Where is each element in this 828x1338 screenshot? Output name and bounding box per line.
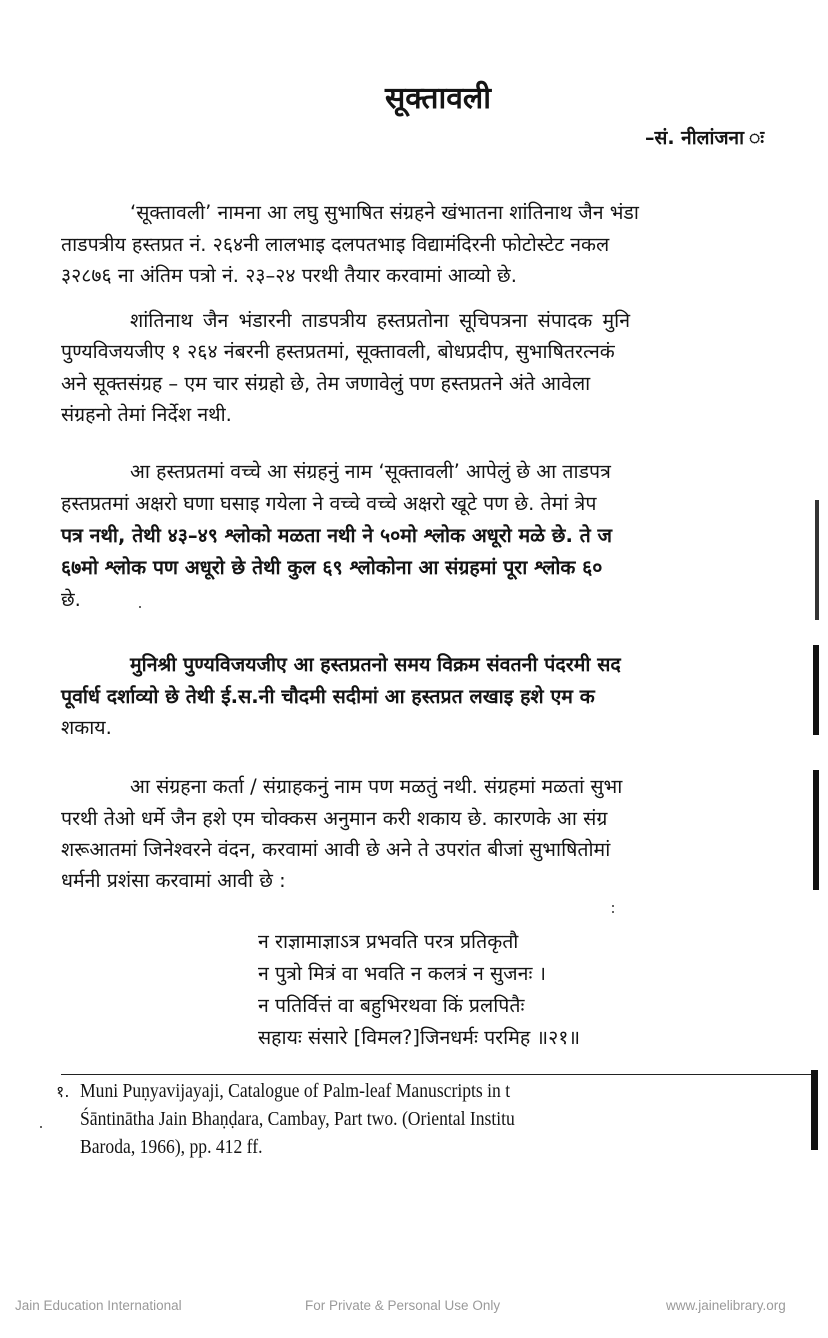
footer-usage-note: For Private & Personal Use Only <box>305 1298 501 1313</box>
paragraph-4-line-2: पूर्वार्ध दर्शाव्यो छे तेथी ई.स.नी चौदमी सदीमां आ हस्तप्रत लखाइ हशे एम क <box>61 685 595 708</box>
editor-byline: –सं. नीलांजना ः <box>645 127 765 149</box>
paragraph-3-line-1: आ हस्तप्रतमां वच्चे आ संग्रहनुं नाम ‘सूक्तावली’ आपेलुं छे आ ताडपत्र <box>130 460 611 483</box>
paragraph-1-line-3: ३२८७६ ना अंतिम पत्रो नं. २३–२४ परथी तैयार करवामां आव्यो छे. <box>61 264 517 287</box>
scan-speck <box>139 606 141 608</box>
paragraph-5-line-3: शरूआतमां जिनेश्वरने वंदन, करवामां आवी छे अने ते उपरांत बीजां सुभाषितोमां <box>61 838 611 861</box>
paragraph-2-line-1: शांतिनाथ जैन भंडारनी ताडपत्रीय हस्तप्रतोना सूचिपत्रना संपादक मुनि <box>130 309 631 332</box>
footer-publisher: Jain Education International <box>15 1298 182 1313</box>
paragraph-3-line-2: हस्तप्रतमां अक्षरो घणा घसाइ गयेला ने वच्चे वच्चे अक्षरो खूटे पण छे. तेमां त्रेप <box>61 492 597 515</box>
paragraph-5-line-1: आ संग्रहना कर्ता / संग्राहकनुं नाम पण मळतुं नथी. संग्रहमां मळतां सुभा <box>130 775 623 798</box>
paragraph-1-line-2: ताडपत्रीय हस्तप्रत नं. २६४नी लालभाइ दलपतभाइ विद्यामंदिरनी फोटोस्टेट नकल <box>61 233 610 256</box>
verse-line-2: न पुत्रो मित्रं वा भवति न कलत्रं न सुजनः । <box>258 962 546 985</box>
scan-edge-shadow <box>811 1070 818 1150</box>
footnote-line-3: Baroda, 1966), pp. 412 ff. <box>80 1136 263 1158</box>
page-title: सूक्तावली <box>385 81 492 116</box>
paragraph-3-line-5: छे. <box>61 588 81 611</box>
paragraph-3-line-4: ६७मो श्लोक पण अधूरो छे तेथी कुल ६९ श्लोकोना आ संग्रहमां पूरा श्लोक ६० <box>61 556 603 579</box>
paragraph-2-line-3: अने सूक्तसंग्रह – एम चार संग्रहो छे, तेम जणावेलुं पण हस्तप्रतने अंते आवेला <box>61 372 591 395</box>
scan-speck <box>612 911 614 913</box>
verse-line-4: सहायः संसारे [विमल?]जिनधर्मः परमिह ॥२१॥ <box>258 1026 581 1049</box>
scan-edge-shadow <box>813 645 819 735</box>
verse-line-3: न पतिर्वित्तं वा बहुभिरथवा किं प्रलपितैः <box>258 994 525 1017</box>
paragraph-5-line-4: धर्मनी प्रशंसा करवामां आवी छे : <box>61 869 286 892</box>
paragraph-2-line-2: पुण्यविजयजीए १ २६४ नंबरनी हस्तप्रतमां, सूक्तावली, बोधप्रदीप, सुभाषितरत्नकं <box>61 340 615 363</box>
verse-line-1: न राज्ञामाज्ञाऽत्र प्रभवति परत्र प्रतिकृतौ <box>258 930 519 953</box>
footnote-marker: १. <box>56 1082 70 1101</box>
paragraph-4-line-1: मुनिश्री पुण्यविजयजीए आ हस्तप्रतनो समय विक्रम संवतनी पंदरमी सद <box>130 653 621 676</box>
scan-speck <box>612 905 614 907</box>
footnote-line-2: Śāntinātha Jain Bhaṇḍara, Cambay, Part two. (Oriental Institu <box>80 1108 515 1130</box>
paragraph-5-line-2: परथी तेओ धर्मे जैन हशे एम चोक्कस अनुमान करी शकाय छे. कारणके आ संग्र <box>61 807 608 830</box>
paragraph-3-line-3: पत्र नथी, तेथी ४३–४९ श्लोको मळता नथी ने ५०मो श्लोक अधूरो मळे छे. ते ज <box>61 524 613 547</box>
paragraph-4-line-3: शकाय. <box>61 716 112 739</box>
scan-edge-shadow <box>815 500 819 620</box>
scan-edge-shadow <box>813 770 819 890</box>
footer-website-link[interactable]: www.jainelibrary.org <box>666 1298 786 1313</box>
scan-speck <box>40 1126 42 1128</box>
footnote-divider <box>61 1074 811 1075</box>
paragraph-1-line-1: ‘सूक्तावली’ नामना आ लघु सुभाषित संग्रहने खंभातना शांतिनाथ जैन भंडा <box>130 201 639 224</box>
footnote-line-1: Muni Puṇyavijayaji, Catalogue of Palm-leaf Manuscripts in t <box>80 1080 511 1102</box>
paragraph-2-line-4: संग्रहनो तेमां निर्देश नथी. <box>61 403 232 426</box>
